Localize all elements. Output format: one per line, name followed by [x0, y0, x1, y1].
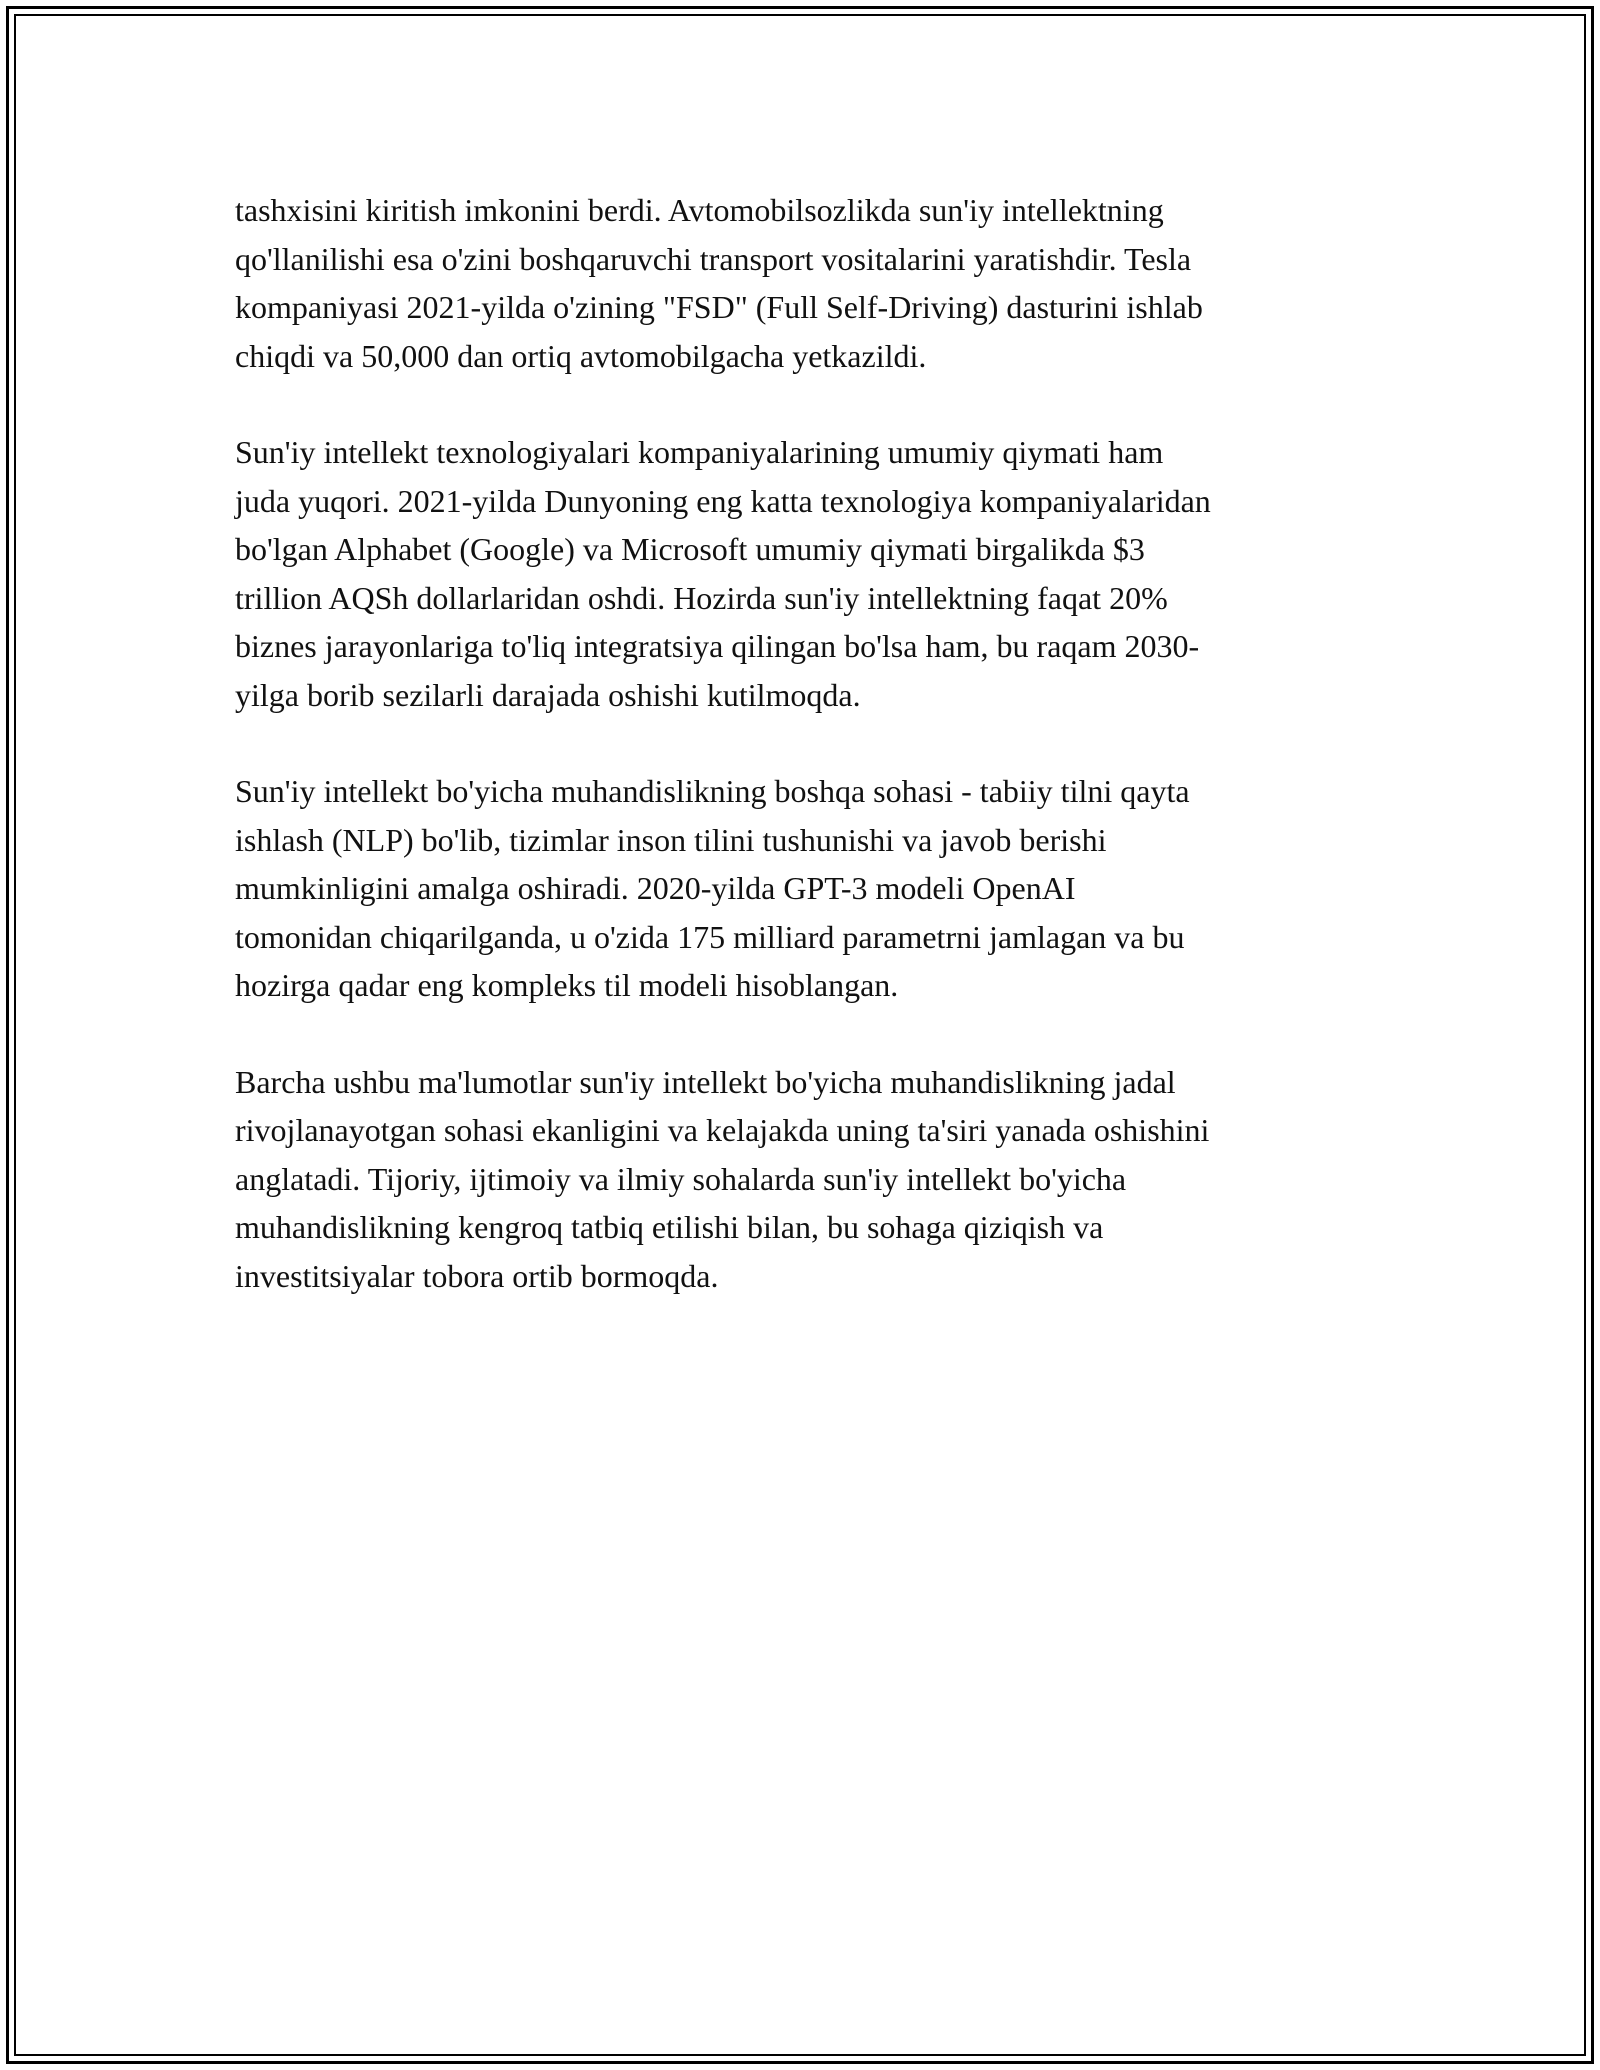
paragraph-3: Sun'iy intellekt bo'yicha muhandislikning boshqa sohasi - tabiiy tilni qayta ishlash (NLP) bo'lib, tizimlar inson tilini tushunishi va javob berishi mumkinligini amalga oshiradi. 2020-yilda GPT-3 modeli OpenAI tomonidan chiqarilganda, u o'zida 175 milliard parametrni jamlagan va bu hozirga qadar eng kompleks til modeli hisoblangan. [235, 773, 1190, 1003]
paragraph-2: Sun'iy intellekt texnologiyalari kompaniyalarining umumiy qiymati ham juda yuqori. 2021-yilda Dunyoning eng katta texnologiya kompaniyalaridan bo'lgan Alphabet (Google) va Microsoft umumiy qiymati birgalikda $3 trillion AQSh dollarlaridan oshdi. Hozirda sun'iy intellektning faqat 20% biznes jarayonlariga to'liq integratsiya qilingan bo'lsa ham, bu raqam 2030- yilga borib sezilarli darajada oshishi kutilmoqda. [235, 434, 1211, 713]
paragraph-1: tashxisini kiritish imkonini berdi. Avtomobilsozlikda sun'iy intellektning qo'llanilishi esa o'zini boshqaruvchi transport vositalarini yaratishdir. Tesla kompaniyasi 2021-yilda o'zining "FSD" (Full Self-Driving) dasturini ishlab chiqdi va 50,000 dan ortiq avtomobilgacha yetkazildi. [235, 192, 1203, 374]
document-body [235, 186, 1365, 1348]
paragraph-4: Barcha ushbu ma'lumotlar sun'iy intellekt bo'yicha muhandislikning jadal rivojlanayotgan sohasi ekanligini va kelajakda uning ta'siri yanada oshishini anglatadi. Tijoriy, ijtimoiy va ilmiy sohalarda sun'iy intellekt bo'yicha muhandislikning kengroq tatbiq etilishi bilan, bu sohaga qiziqish va investitsiyalar tobora ortib bormoqda. [235, 1063, 1210, 1294]
